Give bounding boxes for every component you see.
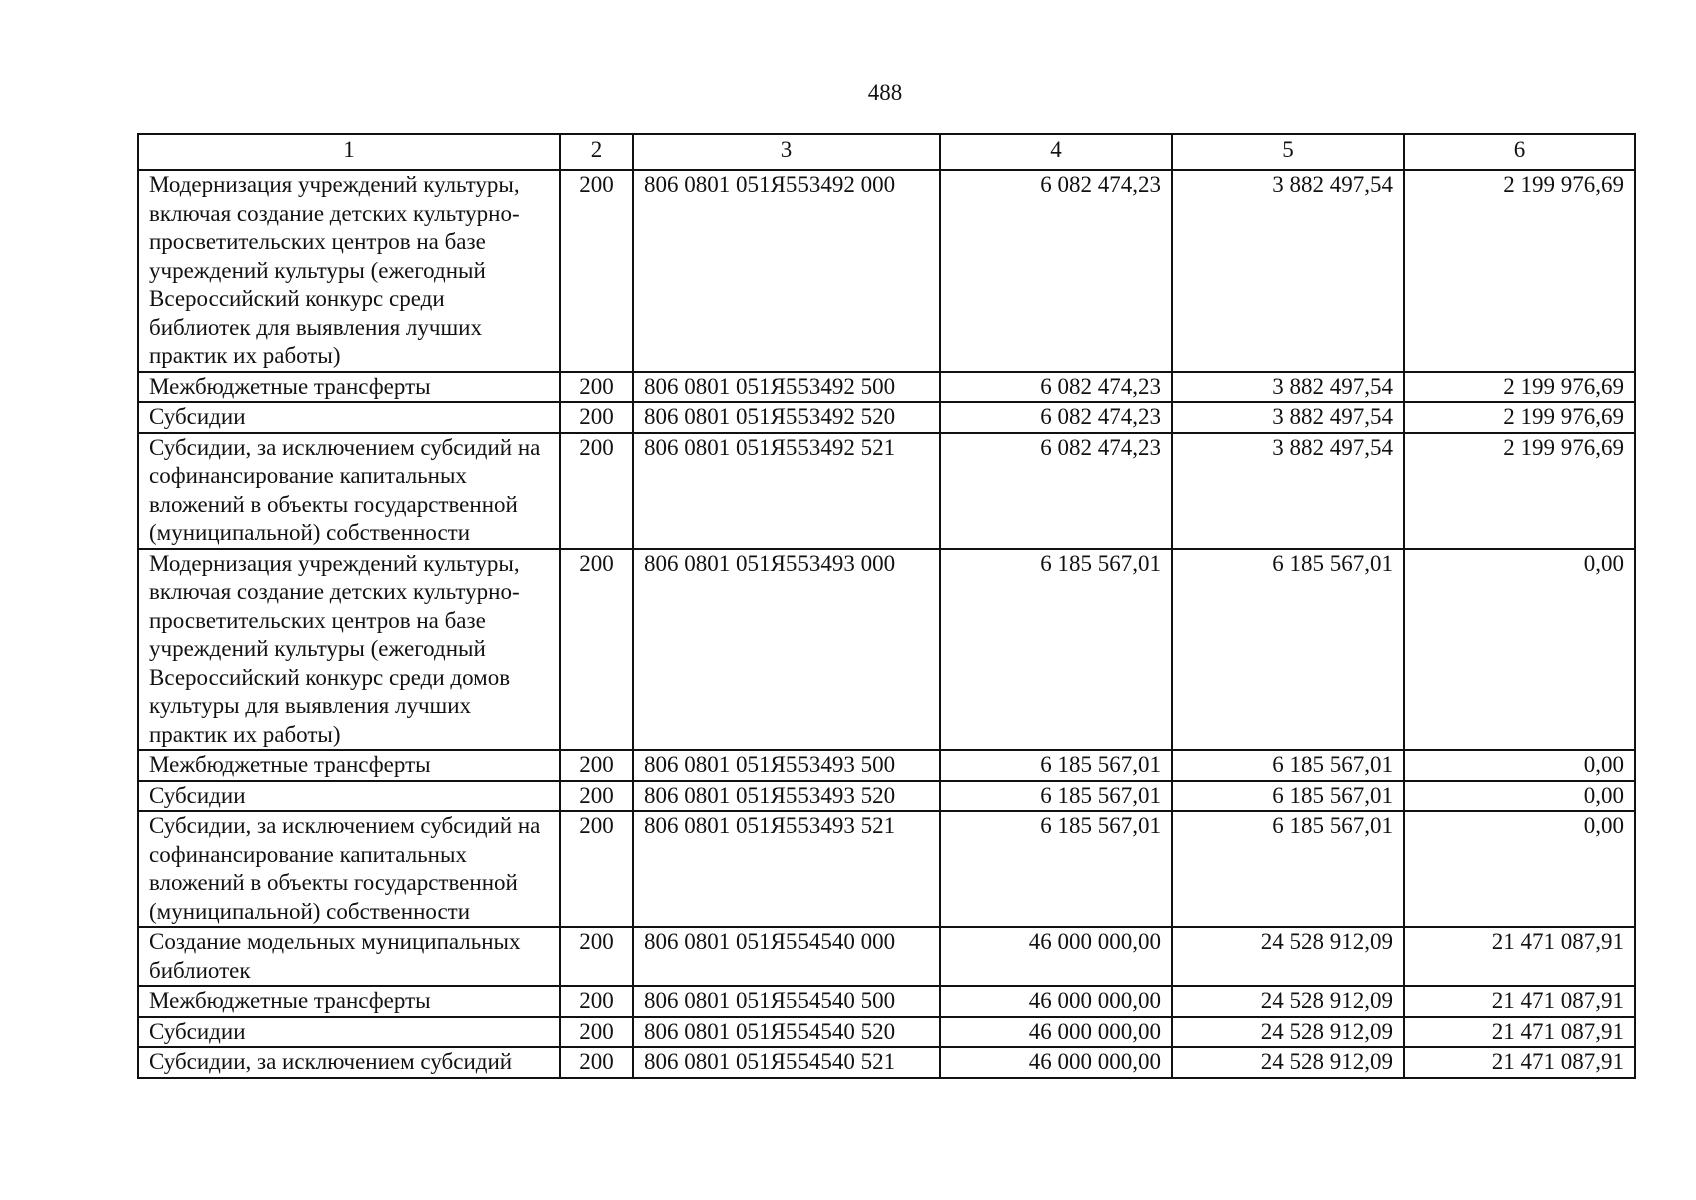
header-col-1: 1	[138, 134, 560, 170]
row-code: 806 0801 051Я554540 500	[633, 986, 940, 1017]
row-col2: 200	[560, 781, 633, 812]
budget-table	[137, 133, 1636, 1079]
header-col-3: 3	[633, 134, 940, 170]
table-header	[138, 134, 1635, 170]
row-col6: 21 471 087,91	[1404, 927, 1635, 986]
header-col-4: 4	[940, 134, 1172, 170]
row-col6: 21 471 087,91	[1404, 1047, 1635, 1078]
row-col5: 24 528 912,09	[1172, 1017, 1404, 1048]
row-col4: 6 082 474,23	[940, 372, 1172, 403]
row-col5: 3 882 497,54	[1172, 433, 1404, 549]
table-row	[138, 811, 1635, 927]
row-col4: 46 000 000,00	[940, 1017, 1172, 1048]
table-row	[138, 1047, 1635, 1078]
row-col4: 6 185 567,01	[940, 750, 1172, 781]
row-col2: 200	[560, 549, 633, 751]
table-body	[138, 170, 1635, 1078]
header-col-6: 6	[1404, 134, 1635, 170]
header-col-5: 5	[1172, 134, 1404, 170]
row-name: Субсидии, за исключением субсидий	[138, 1047, 560, 1078]
row-col6: 2 199 976,69	[1404, 372, 1635, 403]
row-name: Субсидии, за исключением субсидий на софинансирование капитальных вложений в объекты государственной (муниципальной) собственности	[138, 433, 560, 549]
row-col5: 24 528 912,09	[1172, 1047, 1404, 1078]
row-col2: 200	[560, 750, 633, 781]
row-name: Субсидии	[138, 402, 560, 433]
row-name: Модернизация учреждений культуры, включая создание детских культурно-просветительских центров на базе учреждений культуры (ежегодный Всероссийский конкурс среди домов культуры для выявления лучших практик их работы)	[138, 549, 560, 751]
row-name: Субсидии, за исключением субсидий на софинансирование капитальных вложений в объекты государственной (муниципальной) собственности	[138, 811, 560, 927]
row-col2: 200	[560, 1017, 633, 1048]
header-row	[138, 134, 1635, 170]
row-col6: 2 199 976,69	[1404, 433, 1635, 549]
row-code: 806 0801 051Я553493 521	[633, 811, 940, 927]
row-col4: 6 082 474,23	[940, 402, 1172, 433]
row-col2: 200	[560, 433, 633, 549]
row-code: 806 0801 051Я553492 500	[633, 372, 940, 403]
row-col2: 200	[560, 927, 633, 986]
row-name: Межбюджетные трансферты	[138, 986, 560, 1017]
table-row	[138, 781, 1635, 812]
row-code: 806 0801 051Я553492 000	[633, 170, 940, 372]
row-col6: 21 471 087,91	[1404, 986, 1635, 1017]
page-number: 488	[867, 80, 903, 105]
row-name: Межбюджетные трансферты	[138, 372, 560, 403]
row-code: 806 0801 051Я553492 521	[633, 433, 940, 549]
table-row	[138, 986, 1635, 1017]
row-col6: 0,00	[1404, 781, 1635, 812]
row-col4: 6 185 567,01	[940, 549, 1172, 751]
row-col5: 3 882 497,54	[1172, 402, 1404, 433]
row-col4: 46 000 000,00	[940, 927, 1172, 986]
row-name: Межбюджетные трансферты	[138, 750, 560, 781]
row-name: Субсидии	[138, 781, 560, 812]
table-row	[138, 927, 1635, 986]
row-col2: 200	[560, 170, 633, 372]
table-row	[138, 549, 1635, 751]
row-col5: 3 882 497,54	[1172, 170, 1404, 372]
row-col5: 3 882 497,54	[1172, 372, 1404, 403]
table-row	[138, 372, 1635, 403]
row-col5: 6 185 567,01	[1172, 811, 1404, 927]
row-col6: 0,00	[1404, 750, 1635, 781]
row-col4: 6 082 474,23	[940, 170, 1172, 372]
row-col2: 200	[560, 986, 633, 1017]
row-col6: 0,00	[1404, 549, 1635, 751]
row-col5: 6 185 567,01	[1172, 781, 1404, 812]
table-row	[138, 1017, 1635, 1048]
row-col5: 6 185 567,01	[1172, 549, 1404, 751]
row-code: 806 0801 051Я554540 000	[633, 927, 940, 986]
row-name: Создание модельных муниципальных библиотек	[138, 927, 560, 986]
row-col5: 6 185 567,01	[1172, 750, 1404, 781]
row-code: 806 0801 051Я554540 521	[633, 1047, 940, 1078]
row-col2: 200	[560, 811, 633, 927]
row-col4: 6 082 474,23	[940, 433, 1172, 549]
row-col4: 46 000 000,00	[940, 1047, 1172, 1078]
row-col5: 24 528 912,09	[1172, 927, 1404, 986]
row-col2: 200	[560, 402, 633, 433]
table-row	[138, 170, 1635, 372]
row-name: Модернизация учреждений культуры, включая создание детских культурно-просветительских центров на базе учреждений культуры (ежегодный Всероссийский конкурс среди библиотек для выявления лучших практик их работы)	[138, 170, 560, 372]
row-col6: 0,00	[1404, 811, 1635, 927]
row-code: 806 0801 051Я553493 000	[633, 549, 940, 751]
row-col6: 2 199 976,69	[1404, 170, 1635, 372]
row-col6: 21 471 087,91	[1404, 1017, 1635, 1048]
row-code: 806 0801 051Я553493 500	[633, 750, 940, 781]
row-code: 806 0801 051Я553492 520	[633, 402, 940, 433]
table-row	[138, 402, 1635, 433]
row-col5: 24 528 912,09	[1172, 986, 1404, 1017]
row-col4: 6 185 567,01	[940, 811, 1172, 927]
row-code: 806 0801 051Я553493 520	[633, 781, 940, 812]
header-col-2: 2	[560, 134, 633, 170]
row-col6: 2 199 976,69	[1404, 402, 1635, 433]
row-code: 806 0801 051Я554540 520	[633, 1017, 940, 1048]
row-name: Субсидии	[138, 1017, 560, 1048]
row-col4: 46 000 000,00	[940, 986, 1172, 1017]
table-row	[138, 750, 1635, 781]
table-row	[138, 433, 1635, 549]
row-col2: 200	[560, 372, 633, 403]
row-col2: 200	[560, 1047, 633, 1078]
row-col4: 6 185 567,01	[940, 781, 1172, 812]
